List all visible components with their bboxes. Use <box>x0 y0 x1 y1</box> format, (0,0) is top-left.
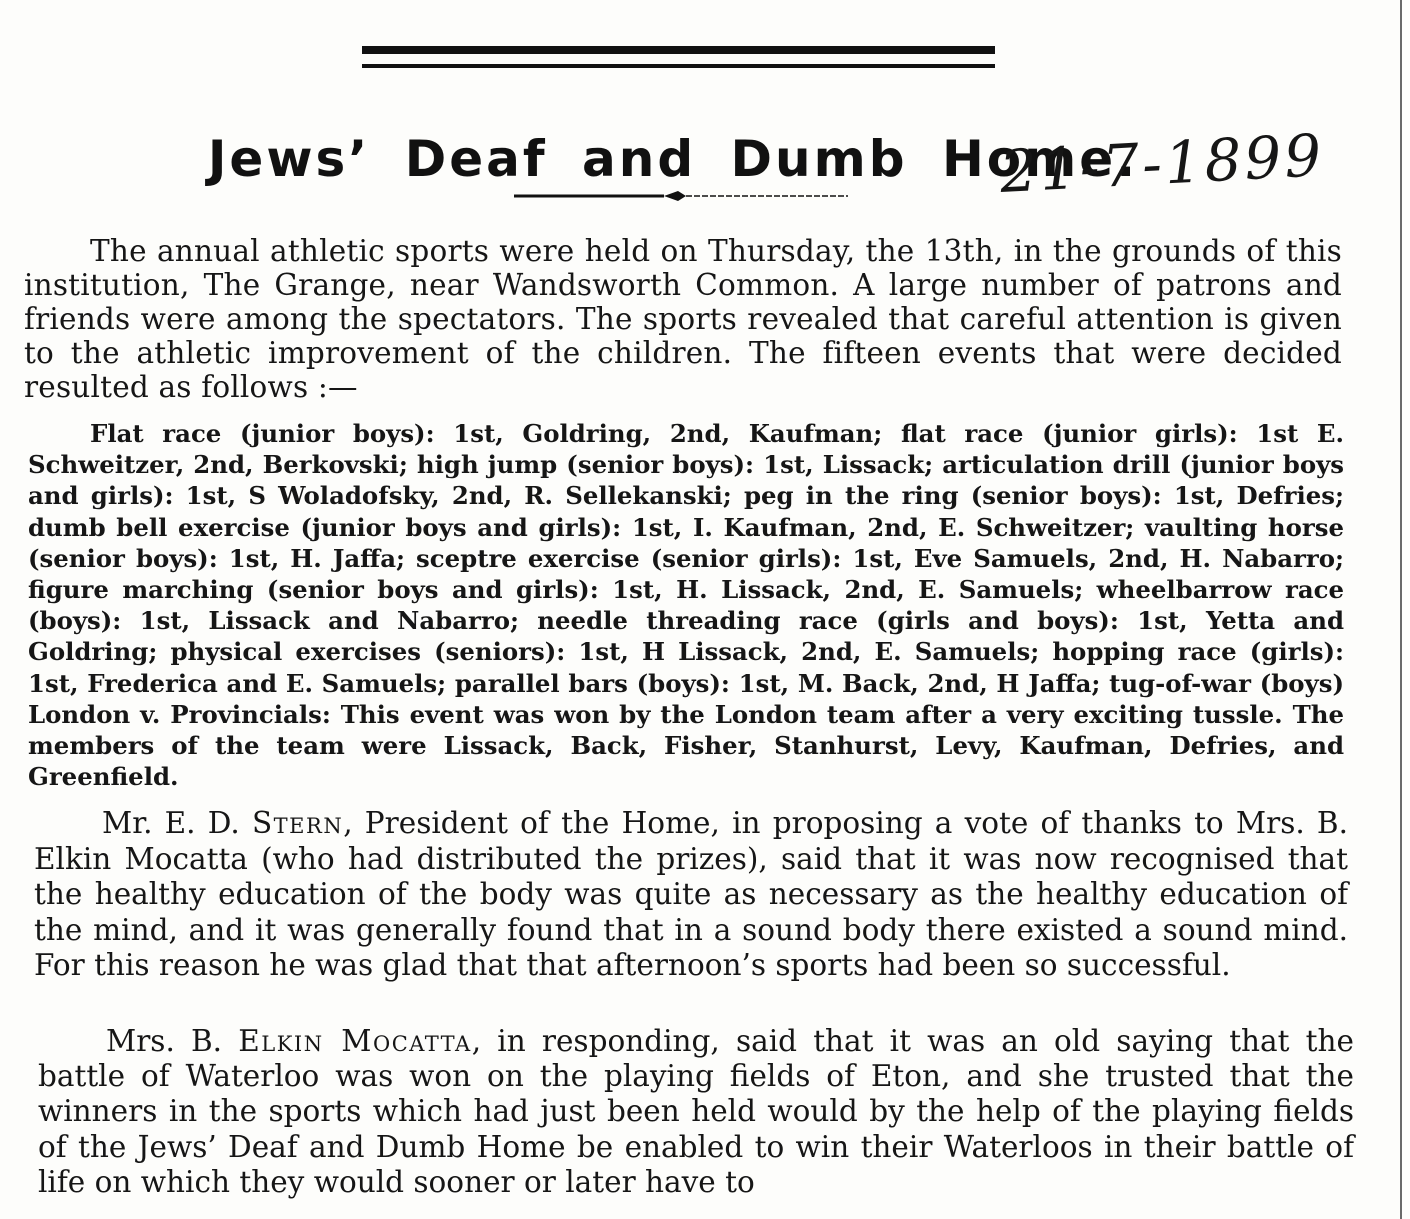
handwritten-date: 21-7-1899 <box>998 121 1326 206</box>
speaker-prefix: Mr. E. D. <box>102 806 240 840</box>
article-paragraph-intro: The annual athletic sports were held on Thursday, the 13th, in the grounds of this institution, The Grange, near Wandsworth Common. A large number of patrons and friends were among the spectators. The sports revealed that careful attention is given to the athletic improvement of the children. The fifteen events that were decided resulted as follows :— <box>24 234 1342 404</box>
article-paragraph-results: Flat race (junior boys): 1st, Goldring, 2nd, Kaufman; flat race (junior girls): 1st E. Schweitzer, 2nd, Berkovski; high jump (senior boys): 1st, Lissack; articulation drill (junior boys and girls): 1st, S Woladofsky, 2nd, R. Sellekanski; peg in the ring (senior boys): 1st, Defries; dumb bell exercise (junior boys and girls): 1st, I. Kaufman, 2nd, E. Schweitzer; vaulting horse (senior boys): 1st, H. Jaffa; sceptre exercise (senior girls): 1st, Eve Samuels, 2nd, H. Nabarro; figure marching (senior boys and girls): 1st, H. Lissack, 2nd, E. Samuels; wheelbarrow race (boys): 1st, Lissack and Nabarro; needle threading race (girls and boys): 1st, Yetta and Goldring; physical exercises (seniors): 1st, H Lissack, 2nd, E. Samuels; hopping race (girls): 1st, Frederica and E. Samuels; parallel bars (boys): 1st, M. Back, 2nd, H Jaffa; tug-of-war (boys) London v. Provincials: This event was won by the London team after a very exciting tussle. The members of the team were Lissack, Back, Fisher, Stanhurst, Levy, Kaufman, Defries, and Greenfield. <box>28 419 1344 792</box>
title-ornament-rule <box>514 188 848 204</box>
top-rule-thin <box>362 64 995 68</box>
article-title: Jews’ Deaf and Dumb Home. <box>207 129 1139 188</box>
paragraph-body: , President of the Home, in proposing a vote of thanks to Mrs. B. Elkin Mocatta (who had distributed the prizes), said that it was now recognised that the healthy education of the body was quite as necessary as the healthy education of the mind, and it was generally found that in a sound body there existed a sound mind. For this reason he was glad that that afternoon’s sports had been so successful. <box>34 806 1348 982</box>
paragraph-body: , in responding, said that it was an old saying that the battle of Waterloo was won on the playing fields of Eton, and she trusted that the winners in the sports which had just been held would by the help of the playing fields of the Jews’ Deaf and Dumb Home be enabled to win their Waterloos in their battle of life on which they would sooner or later have to <box>38 1024 1354 1199</box>
article-paragraph-mocatta <box>38 1024 1354 1200</box>
top-rule-thick <box>362 46 995 54</box>
clipping-edge-line <box>1400 0 1402 1219</box>
article-paragraph-stern <box>34 806 1348 984</box>
speaker-name: Elkin Mocatta <box>238 1024 472 1058</box>
speaker-name: Stern <box>251 806 344 840</box>
speaker-prefix: Mrs. B. <box>106 1024 223 1058</box>
